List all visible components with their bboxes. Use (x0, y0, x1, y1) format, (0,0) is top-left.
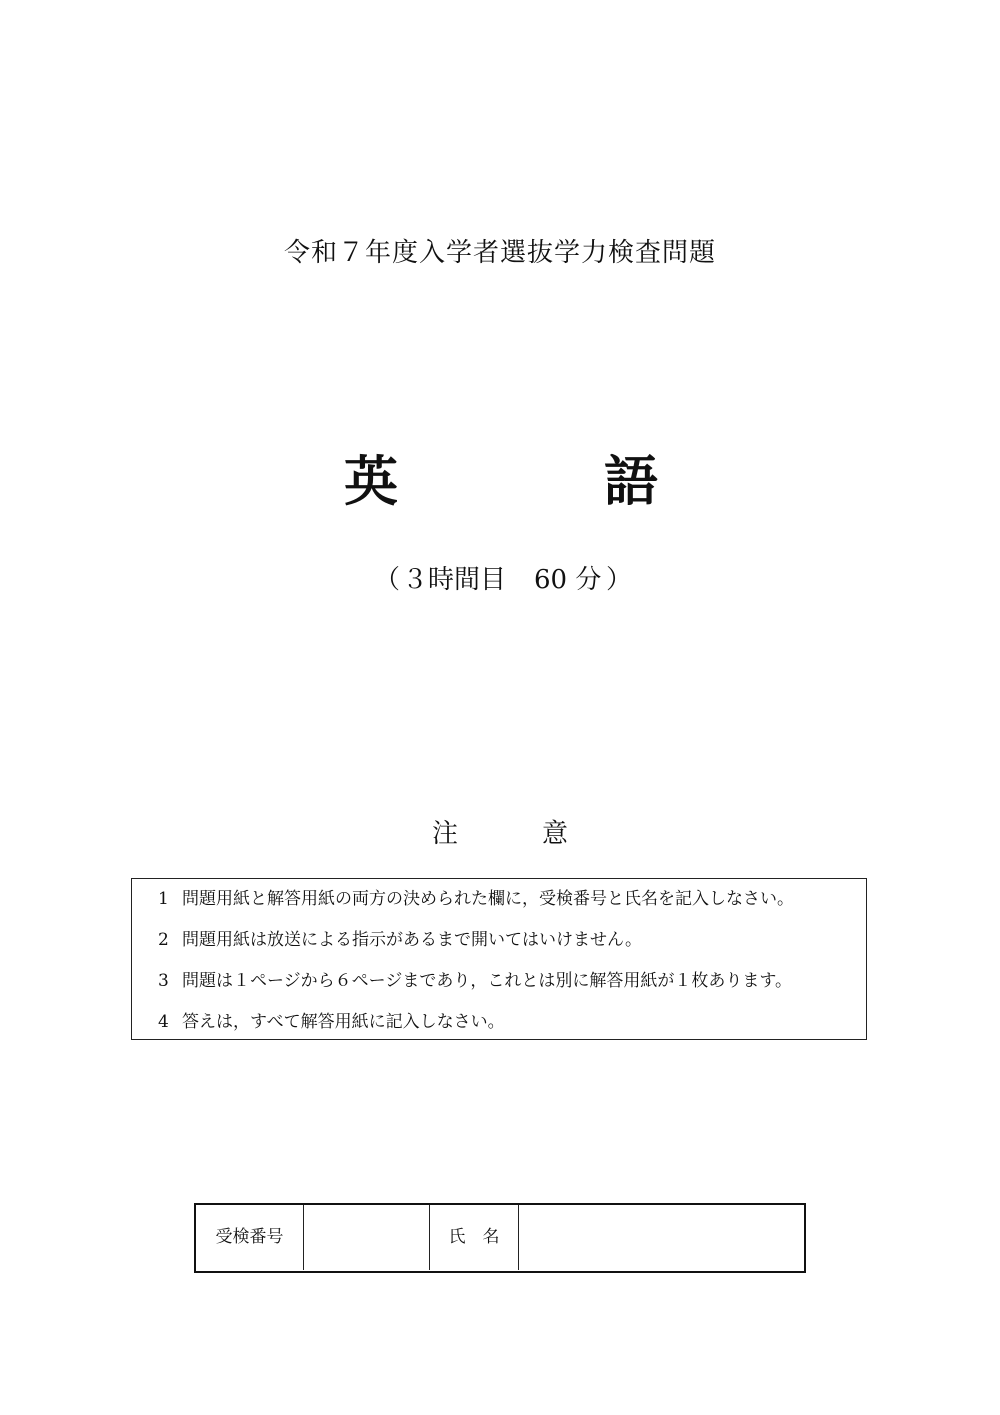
name-field[interactable] (519, 1205, 803, 1270)
notice-item (158, 969, 792, 993)
time-paren-open: （ (374, 565, 401, 595)
notice-heading-char: 意 (542, 819, 569, 849)
notice-item-text: 問題用紙は放送による指示があるまで開いてはいけません。 (182, 930, 643, 950)
exam-number-label: 受検番号 (196, 1205, 304, 1270)
notice-heading-char: 注 (432, 819, 459, 849)
exam-period: ３時間目 (402, 565, 507, 595)
subject-char: 語 (604, 449, 658, 513)
exam-number-field[interactable] (304, 1205, 430, 1270)
notice-item-number: 3 (158, 971, 169, 991)
candidate-id-table (194, 1203, 806, 1273)
notice-item-number: 4 (158, 1012, 169, 1032)
exam-title: 令和７年度入学者選抜学力検査問題 (283, 238, 716, 268)
name-label: 氏 名 (430, 1205, 519, 1270)
subject-char: 英 (344, 449, 398, 513)
notice-item-number: 2 (158, 930, 169, 950)
notice-heading (0, 816, 1000, 852)
exam-time (0, 562, 1000, 598)
notice-item-text: 答えは，すべて解答用紙に記入しなさい。 (182, 1012, 505, 1032)
notice-item (158, 887, 794, 911)
notice-item (158, 1010, 505, 1034)
notice-item (158, 928, 642, 952)
time-paren-close: ） (606, 565, 633, 595)
subject-title (0, 446, 1000, 516)
notice-item-text: 問題は１ページから６ページまであり，これとは別に解答用紙が１枚あります。 (182, 971, 792, 991)
notice-item-text: 問題用紙と解答用紙の両方の決められた欄に，受検番号と氏名を記入しなさい。 (182, 889, 794, 909)
notice-item-number: 1 (158, 889, 169, 909)
notice-box (131, 878, 867, 1040)
exam-duration: 60 分 (534, 565, 602, 595)
